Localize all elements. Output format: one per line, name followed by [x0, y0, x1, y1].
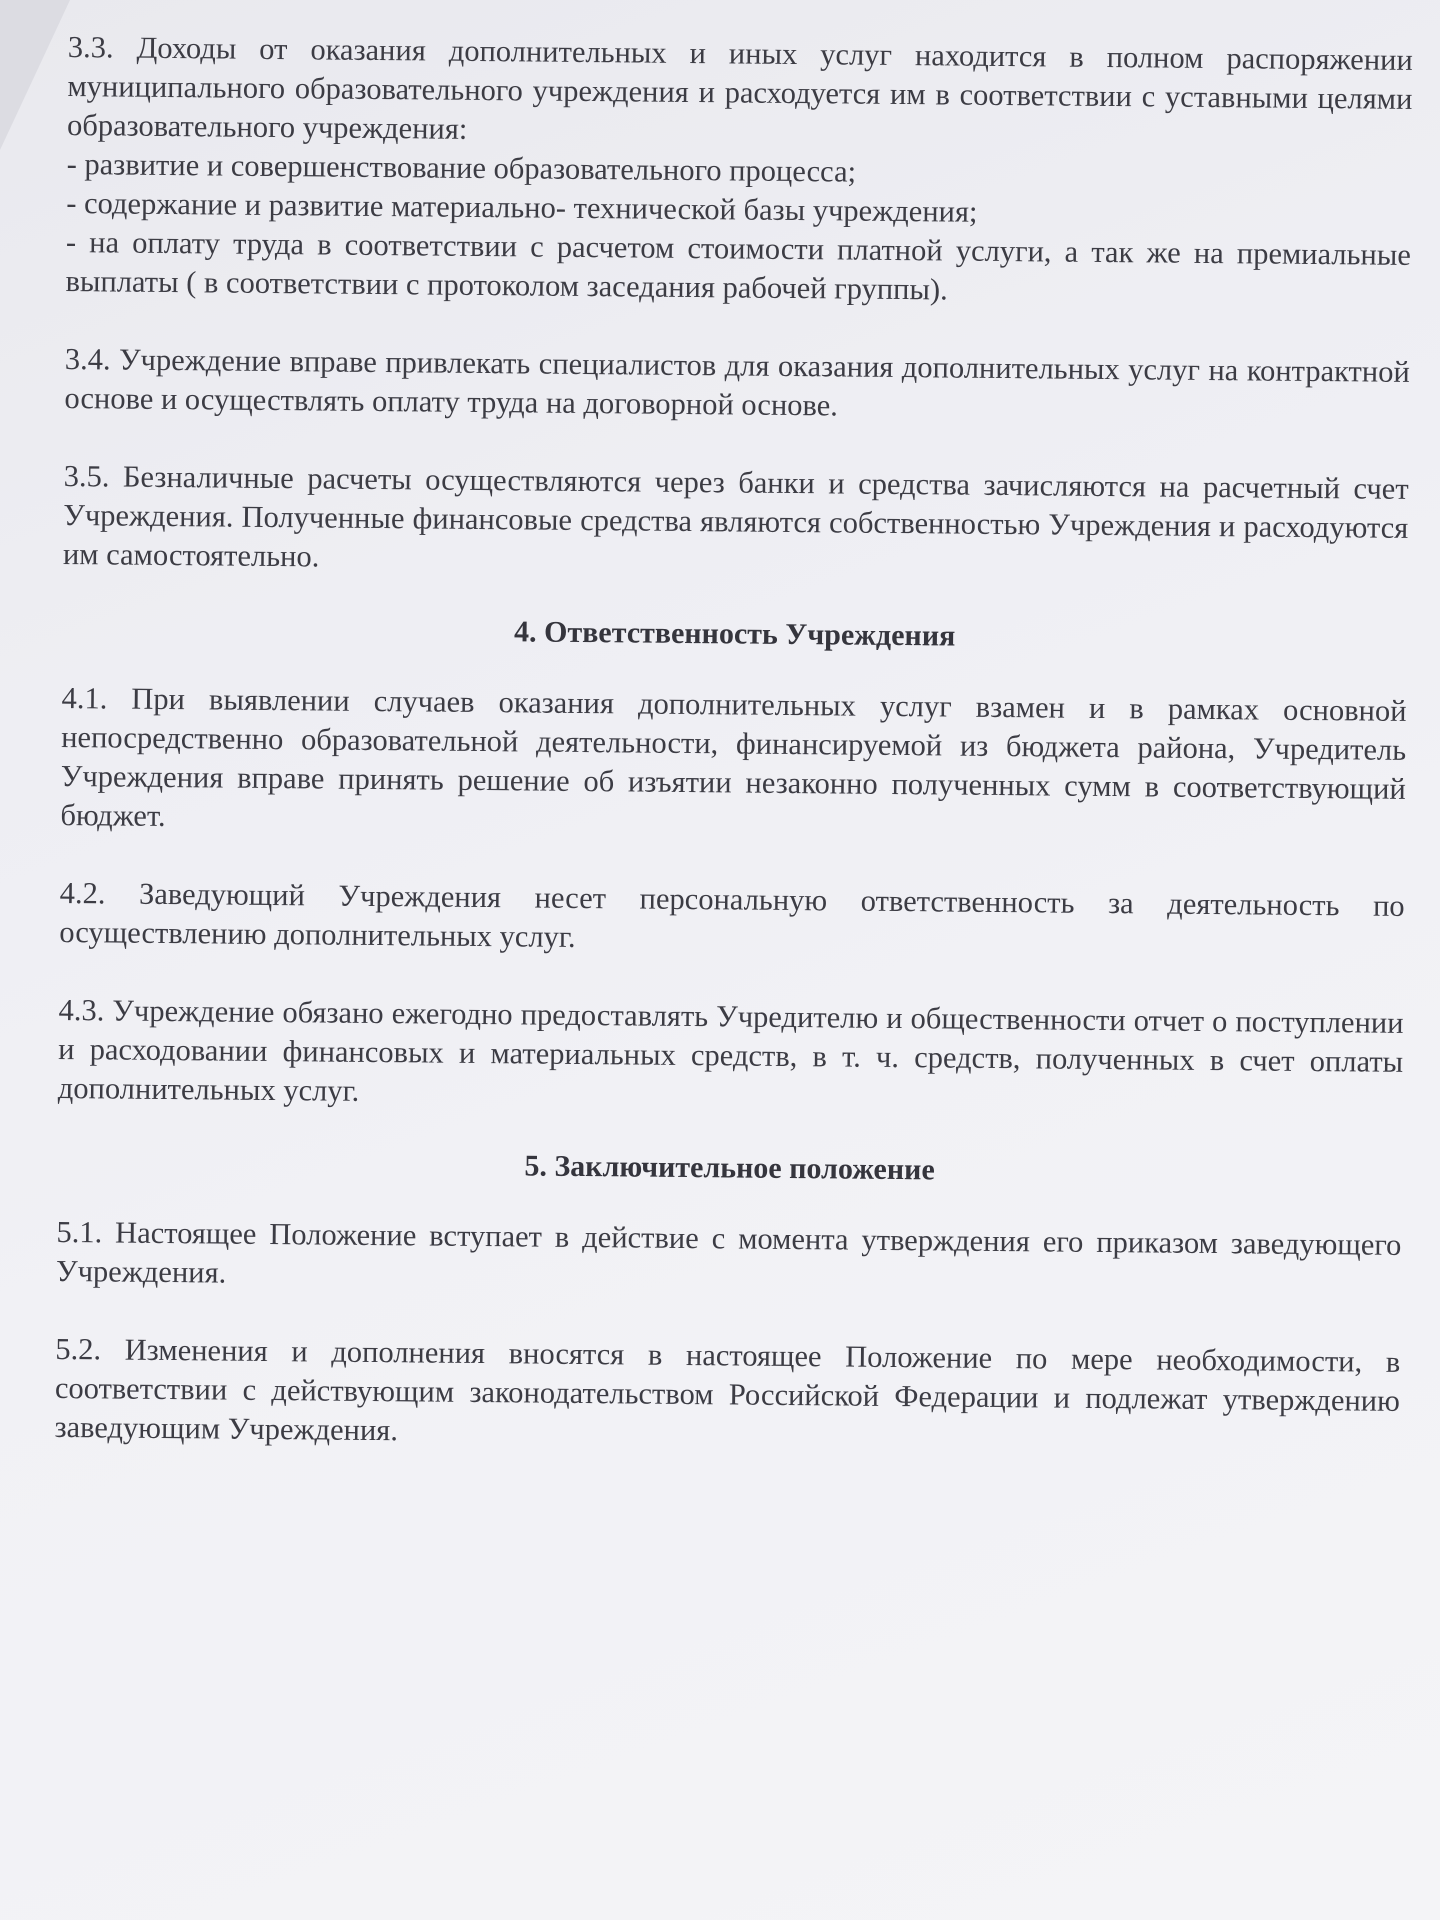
paragraph-3-4: 3.4. Учреждение вправе привлекать специалистов для оказания дополнительных услуг на контрактной основе и осуществлять оплату труда на договорной основе.	[64, 341, 1410, 423]
list-item-2: - содержание и развитие материально- технической базы учреждения;	[66, 185, 978, 229]
paragraph-5-1: 5.1. Настоящее Положение вступает в действие с момента утверждения его приказом заведующего Учреждения.	[55, 1214, 1402, 1290]
list-item-1: - развитие и совершенствование образовательного процесса;	[66, 146, 857, 189]
page-edge-shadow	[0, 0, 70, 150]
paragraph-4-3: 4.3. Учреждение обязано ежегодно предоставлять Учредителю и общественности отчет о поступлении и расходовании финансовых и материальных средств, в т. ч. средств, полученных в счет оплаты дополнительных услуг.	[57, 992, 1404, 1108]
section-5-heading: 5. Заключительное положение	[524, 1149, 935, 1187]
paragraph-4-2: 4.2. Заведующий Учреждения несет персональную ответственность за деятельность по осуществлению дополнительных услуг.	[59, 875, 1405, 954]
section-4	[58, 608, 1408, 1121]
paragraph-5-2: 5.2. Изменения и дополнения вносятся в настоящее Положение по мере необходимости, в соответствии с действующим законодательством Российской Федерации и подлежат утверждению заведующим Учреждения.	[54, 1331, 1401, 1448]
paragraph-3-5: 3.5. Безналичные расчеты осуществляются через банки и средства зачисляются на расчетный счет Учреждения. Полученные финансовые средства являются собственностью Учреждения и расходуются им самостоятельно.	[62, 458, 1409, 574]
paragraph-3-3: 3.3. Доходы от оказания дополнительных и иных услуг находится в полном распоряжении муниципального образовательного учреждения и расходуется им в соответствии с уставными целями образовательного учреждения:	[66, 29, 1413, 146]
section-5	[54, 1142, 1402, 1460]
section-3	[63, 28, 1413, 587]
section-4-heading: 4. Ответственность Учреждения	[513, 615, 956, 653]
paragraph-4-1: 4.1. При выявлении случаев оказания дополнительных услуг взамен и в рамках основной непосредственно образовательной деятельности, финансируемой из бюджета района, Учредитель Учреждения вправе принять решение об изъятии незаконно полученных сумм в соответствующий бюджет.	[60, 680, 1407, 833]
document-sheet	[54, 28, 1413, 1460]
list-item-3: - на оплату труда в соответствии с расчетом стоимости платной услуги, а так же на премиальные выплаты ( в соответствии с протоколом заседания рабочей группы).	[65, 224, 1412, 307]
